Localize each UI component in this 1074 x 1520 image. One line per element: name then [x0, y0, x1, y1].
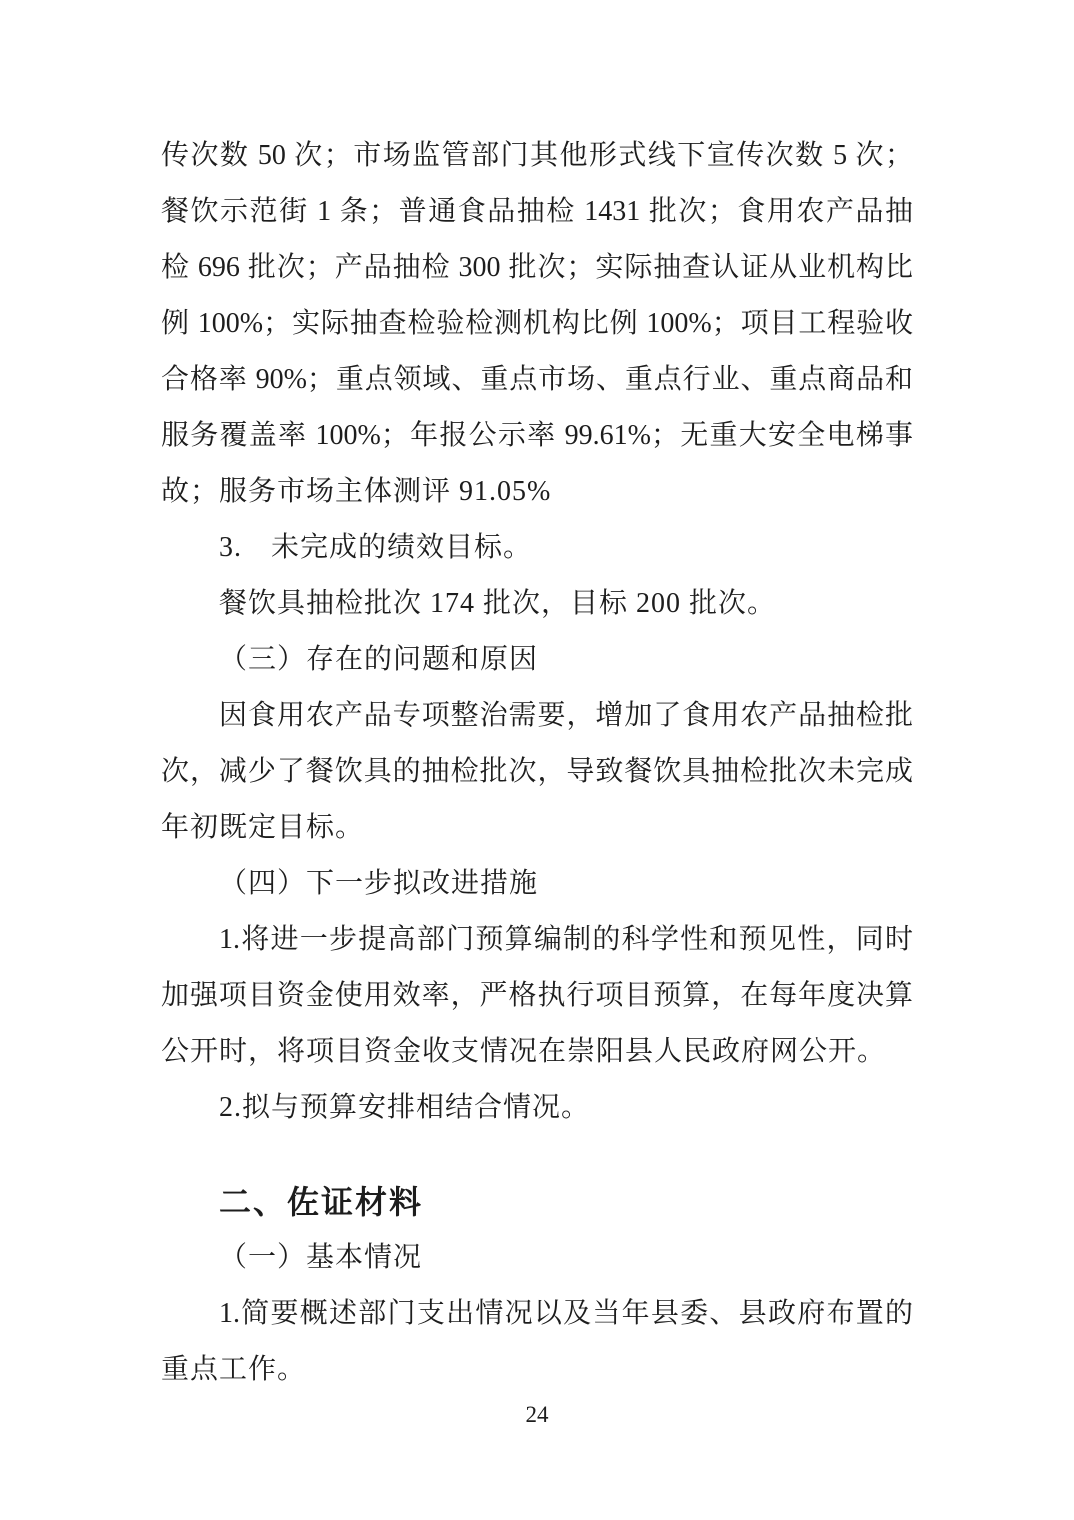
text-line: 加强项目资金使用效率，严格执行项目预算，在每年度决算	[161, 980, 913, 1011]
text-line: （一）基本情况	[219, 1242, 423, 1273]
section-heading	[161, 1174, 913, 1230]
text-line: 检 696 批次；产品抽检 300 批次；实际抽查认证从业机构比	[161, 252, 913, 283]
text-line: 1.简要概述部门支出情况以及当年县委、县政府布置的	[219, 1298, 913, 1329]
text-line: 重点工作。	[161, 1354, 307, 1385]
paragraph	[161, 576, 913, 632]
text-line: 合格率 90%；重点领域、重点市场、重点行业、重点商品和	[161, 364, 913, 395]
paragraph	[161, 632, 913, 688]
text-line: 餐饮示范街 1 条；普通食品抽检 1431 批次；食用农产品抽	[161, 196, 913, 227]
text-line: 餐饮具抽检批次 174 批次，目标 200 批次。	[219, 588, 777, 619]
text-line: 公开时，将项目资金收支情况在崇阳县人民政府网公开。	[161, 1036, 887, 1067]
text-line: 例 100%；实际抽查检验检测机构比例 100%；项目工程验收	[161, 308, 913, 339]
text-line: 年初既定目标。	[161, 812, 365, 843]
text-line: 因食用农产品专项整治需要，增加了食用农产品抽检批	[219, 700, 913, 731]
paragraph	[161, 520, 913, 576]
text-line: （四）下一步拟改进措施	[219, 868, 539, 899]
paragraph	[161, 1230, 913, 1286]
text-line: 2.拟与预算安排相结合情况。	[219, 1092, 591, 1123]
text-line: 服务覆盖率 100%；年报公示率 99.61%；无重大安全电梯事	[161, 420, 913, 451]
text-line: 故；服务市场主体测评 91.05%	[161, 476, 552, 507]
document-body	[161, 128, 913, 1398]
paragraph	[161, 856, 913, 912]
paragraph	[161, 128, 913, 520]
text-line: （三）存在的问题和原因	[219, 644, 539, 675]
text-line: 二、佐证材料	[219, 1184, 424, 1220]
paragraph	[161, 1286, 913, 1398]
text-line: 传次数 50 次；市场监管部门其他形式线下宣传次数 5 次；	[161, 140, 913, 171]
paragraph	[161, 688, 913, 856]
text-line: 3. 未完成的绩效目标。	[219, 532, 533, 563]
text-line: 1.将进一步提高部门预算编制的科学性和预见性，同时	[219, 924, 913, 955]
paragraph	[161, 912, 913, 1080]
text-line: 次，减少了餐饮具的抽检批次，导致餐饮具抽检批次未完成	[161, 756, 913, 787]
paragraph	[161, 1080, 913, 1136]
page-number: 24	[525, 1402, 549, 1427]
